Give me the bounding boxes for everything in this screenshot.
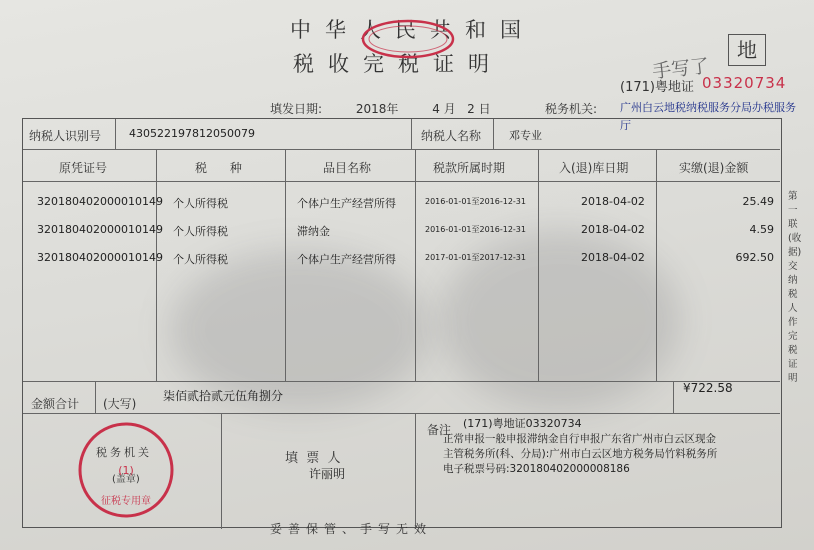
table-cell-tax-type: 个人所得税 [173, 253, 228, 266]
remarks-line: 电子税票号码:320180402000008186 [443, 463, 630, 475]
grid-line [656, 149, 657, 381]
column-header-date: 入(退)库日期 [559, 161, 629, 175]
grid-line [23, 413, 780, 414]
authority-sub: (盖章) [112, 474, 140, 485]
taxpayer-name-label: 纳税人名称 [421, 129, 482, 143]
table-cell-voucher: 320180402000010149 [37, 223, 163, 236]
total-capital-label: (大写) [103, 397, 137, 411]
table-cell-tax-type: 个人所得税 [173, 225, 228, 238]
grid-line [95, 381, 96, 413]
remarks-line: (171)粤地证03320734 [463, 417, 582, 430]
grid-line [538, 149, 539, 381]
grid-line [23, 381, 780, 382]
column-header-amount: 实缴(退)金额 [679, 161, 749, 175]
table-cell-date: 2018-04-02 [581, 251, 645, 264]
seal-center-text: (1) [118, 464, 134, 477]
column-header-period: 税款所属时期 [433, 161, 506, 175]
table-cell-period: 2016-01-01至2016-12-31 [425, 225, 526, 234]
official-seal-stamp [62, 418, 190, 518]
certificate-prefix: (171)粤地证 [620, 80, 694, 95]
table-cell-voucher: 320180402000010149 [37, 195, 163, 208]
grid-line [221, 413, 222, 529]
grid-line [23, 149, 780, 150]
fill-date [270, 100, 491, 117]
total-capital-value: 柒佰贰拾贰元伍角捌分 [163, 389, 284, 403]
table-cell-period: 2016-01-01至2016-12-31 [425, 197, 526, 206]
table-cell-amount: 692.50 [735, 251, 774, 264]
filler-name: 许丽明 [309, 467, 346, 481]
table-cell-date: 2018-04-02 [581, 223, 645, 236]
seal-bottom-text: 征税专用章 [101, 496, 151, 507]
grid-line [115, 119, 116, 149]
taxpayer-name-value: 邓专业 [509, 129, 542, 142]
table-cell-item: 个体户生产经营所得 [297, 253, 396, 266]
remarks-label: 备注 [427, 423, 452, 437]
remarks-line: 正常申报一般申报滞纳金自行申报广东省广州市白云区现金 [443, 433, 716, 445]
table-cell-date: 2018-04-02 [581, 195, 645, 208]
table-cell-amount: 25.49 [742, 195, 774, 208]
fill-date-month-day: 4 月 2 日 [432, 102, 491, 116]
total-numeric-value: ¥722.58 [683, 381, 733, 395]
grid-line [415, 149, 416, 381]
grid-line [493, 119, 494, 149]
tax-authority: 广州白云地税纳税服务分局办税服务厅 [620, 101, 796, 132]
side-note: 第一联(收据)交纳税人作完税证明 [788, 191, 802, 384]
column-header-tax-type: 税 种 [195, 161, 242, 175]
total-label: 金额合计 [31, 397, 80, 411]
grid-line [156, 149, 157, 381]
table-cell-period: 2017-01-01至2017-12-31 [425, 253, 526, 262]
oval-seal-stamp [360, 18, 456, 60]
table-cell-item: 滞纳金 [297, 225, 330, 238]
remarks-line: 主管税务所(科、分局):广州市白云区地方税务局竹料税务所 [443, 448, 718, 460]
fill-date-label: 填发日期: [270, 102, 323, 116]
authority-label: 税务机关 [96, 446, 152, 459]
grid-line [415, 413, 416, 529]
grid-line [673, 381, 674, 413]
tax-authority-label: 税务机关: [545, 102, 598, 116]
fill-date-year: 2018年 [355, 102, 399, 116]
grid-line [285, 149, 286, 381]
taxpayer-id-label: 纳税人识别号 [29, 129, 102, 143]
document-title: 中华人民共和国 [290, 18, 535, 42]
document-subtitle: 税收完税证明 [293, 52, 503, 76]
column-header-voucher: 原凭证号 [59, 161, 108, 175]
filler-label: 填 票 人 [285, 451, 341, 466]
handwritten-mark: 手写了 [651, 55, 711, 83]
grid-line [411, 119, 412, 149]
taxpayer-id-value: 430522197812050079 [129, 127, 255, 140]
region-box: 地 [728, 34, 766, 66]
certificate-number: 03320734 [702, 74, 787, 92]
grid-line [23, 181, 780, 182]
bottom-note: 妥善保管、手写无效 [270, 522, 433, 536]
table-cell-amount: 4.59 [749, 223, 774, 236]
table-cell-item: 个体户生产经营所得 [297, 197, 396, 210]
table-cell-voucher: 320180402000010149 [37, 251, 163, 264]
column-header-item: 品目名称 [323, 161, 372, 175]
table-cell-tax-type: 个人所得税 [173, 197, 228, 210]
